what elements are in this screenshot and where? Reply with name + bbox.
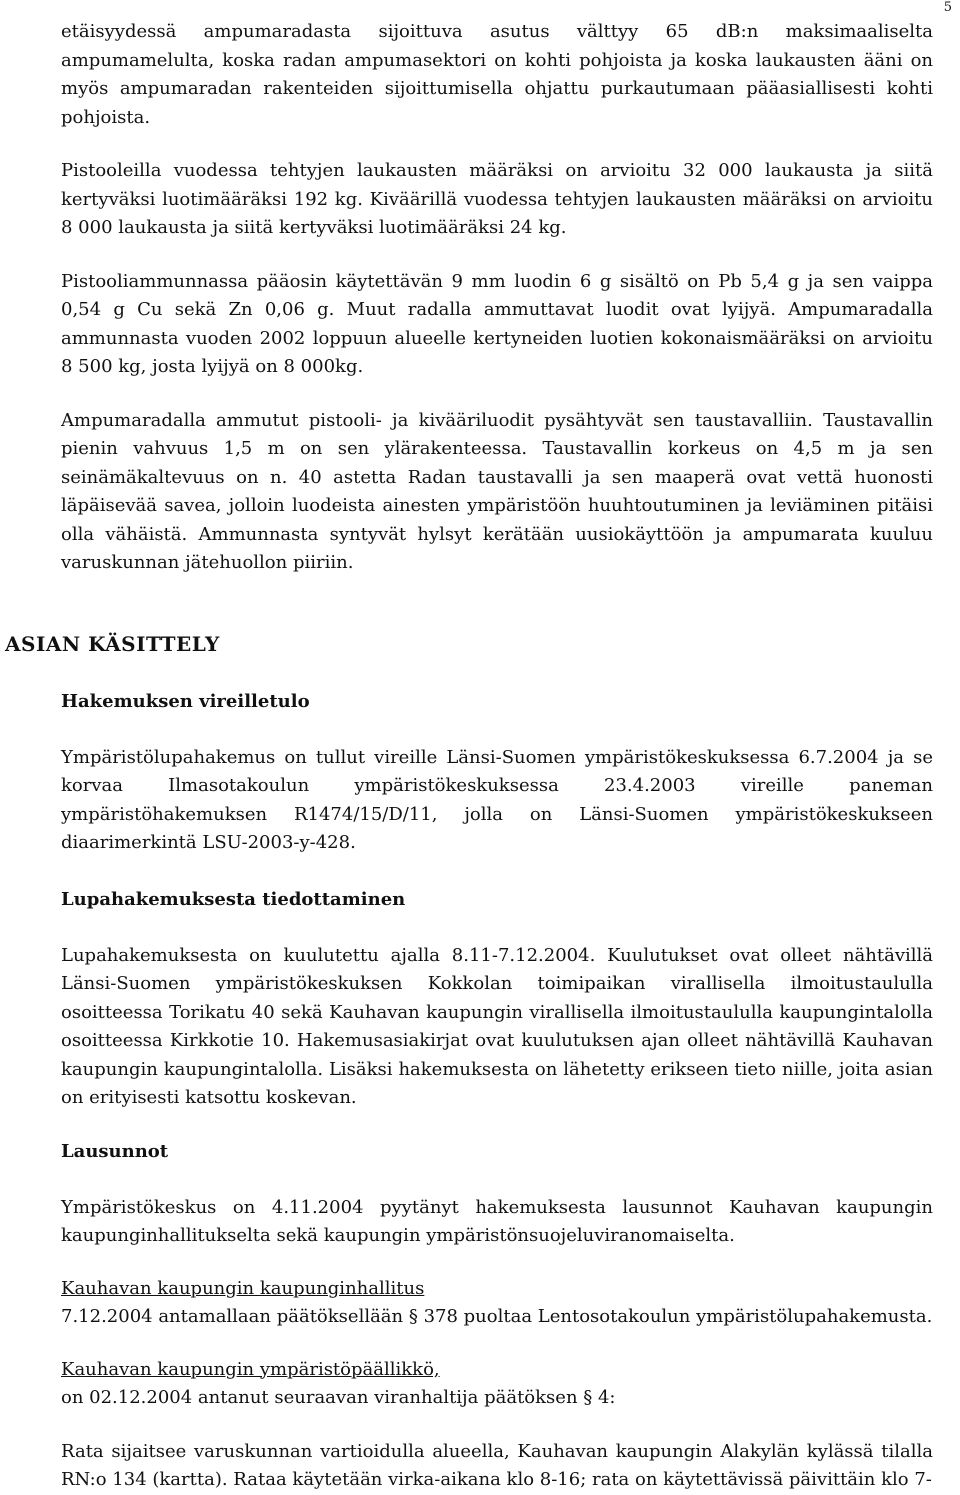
paragraph-ymparistopaallikko: on 02.12.2004 antanut seuraavan viranhaltija päätöksen § 4: <box>61 1387 616 1408</box>
paragraph-bullet-composition: Pistooliammunnassa pääosin käytettävän 9 mm luodin 6 g sisältö on Pb 5,4 g ja sen vaippa 0,54 g Cu sekä Zn 0,06 g. Muut radalla ammuttavat luodit ovat lyijyä. Ampumaradalla ammunnasta vuoden 2002 loppuun alueelle kertyneiden luotien kokonaismääräksi on arvioitu 8 500 kg, josta lyijyä on 8 000kg. <box>61 270 933 377</box>
paragraph-tiedottaminen: Lupahakemuksesta on kuulutettu ajalla 8.11-7.12.2004. Kuulutukset ovat olleet nähtävillä Länsi-Suomen ympäristökeskuksen Kokkolan toimipaikan virallisella ilmoitustaululla osoitteessa Torikatu 40 sekä Kauhavan kaupungin virallisella ilmoitustaululla kaupungintalolla osoitteessa Kirkkotie 10. Hakemusasiakirjat ovat kuulutuksen ajan olleet nähtävillä Kauhavan kaupungin kaupungintalolla. Lisäksi hakemuksesta on lähetetty erikseen tieto niille, joita asian on erityisesti katsottu koskevan. <box>61 944 933 1108</box>
heading-hakemus: Hakemuksen vireilletulo <box>61 690 310 712</box>
heading-lausunnot: Lausunnot <box>61 1140 169 1162</box>
paragraph-kaupunginhallitus: 7.12.2004 antamallaan päätöksellään § 378 puoltaa Lentosotakoulun ympäristölupahakemusta. <box>61 1306 933 1327</box>
section-title: ASIAN KÄSITTELY <box>5 631 220 656</box>
paragraph-hakemus: Ympäristölupahakemus on tullut vireille Länsi-Suomen ympäristökeskuksessa 6.7.2004 ja se korvaa Ilmasotakoulun ympäristökeskuksessa 23.4.2003 vireille paneman ympäristöhakemuksen R1474/15/D/11, jolla on Länsi-Suomen ympäristökeskukseen diaarimerkintä LSU-2003-y-428. <box>61 746 933 853</box>
document-body <box>5 18 933 1495</box>
page-number: 5 <box>943 0 952 15</box>
paragraph-backstop: Ampumaradalla ammutut pistooli- ja kivääriluodit pysähtyvät sen taustavalliin. Taustavallin pienin vahvuus 1,5 m on sen ylärakenteessa. Taustavallin korkeus on 4,5 m ja sen seinämäkaltevuus on n. 40 astetta Radan taustavalli ja sen maaperä ovat vettä huonosti läpäisevää savea, jolloin luodeista ainesten ympäristöön huuhtoutuminen ja leviäminen pitäisi olla vähäistä. Ammunnasta syntyvät hylsyt kerätään uusiokäyttöön ja ampumarata kuuluu varuskunnan jätehuollon piiriin. <box>61 409 933 573</box>
paragraph-shot-counts: Pistooleilla vuodessa tehtyjen laukausten määräksi on arvioitu 32 000 laukausta ja siitä kertyväksi luotimääräksi 192 kg. Kiväärillä vuodessa tehtyjen laukausten määräksi on arvioitu 8 000 laukausta ja siitä kertyväksi luotimääräksi 24 kg. <box>61 160 933 238</box>
paragraph-lausunnot-intro: Ympäristökeskus on 4.11.2004 pyytänyt hakemuksesta lausunnot Kauhavan kaupungin kaupunginhallitukselta sekä kaupungin ympäristönsuojeluviranomaiselta. <box>61 1196 933 1246</box>
paragraph-noise: etäisyydessä ampumaradasta sijoittuva asutus välttyy 65 dB:n maksimaaliselta ampumamelulta, koska radan ampumasektori on kohti pohjoista ja koska laukausten ääni on myös ampumaradan rakenteiden sijoittumisella ohjattu purkautumaan pääasiallisesti kohti pohjoista. <box>61 21 933 128</box>
paragraph-rata-sijainti: Rata sijaitsee varuskunnan vartioidulla alueella, Kauhavan kaupungin Alakylän kylässä tilalla RN:o 134 (kartta). Rataa käytetään virka-aikana klo 8-16; rata on käytettävissä päivittäin klo 7- <box>61 1440 933 1490</box>
heading-tiedottaminen: Lupahakemuksesta tiedottaminen <box>61 888 406 910</box>
kaupunginhallitus-title: Kauhavan kaupungin kaupunginhallitus <box>61 1277 425 1299</box>
ymparistopaallikko-title: Kauhavan kaupungin ympäristöpäällikkö, <box>61 1358 440 1380</box>
